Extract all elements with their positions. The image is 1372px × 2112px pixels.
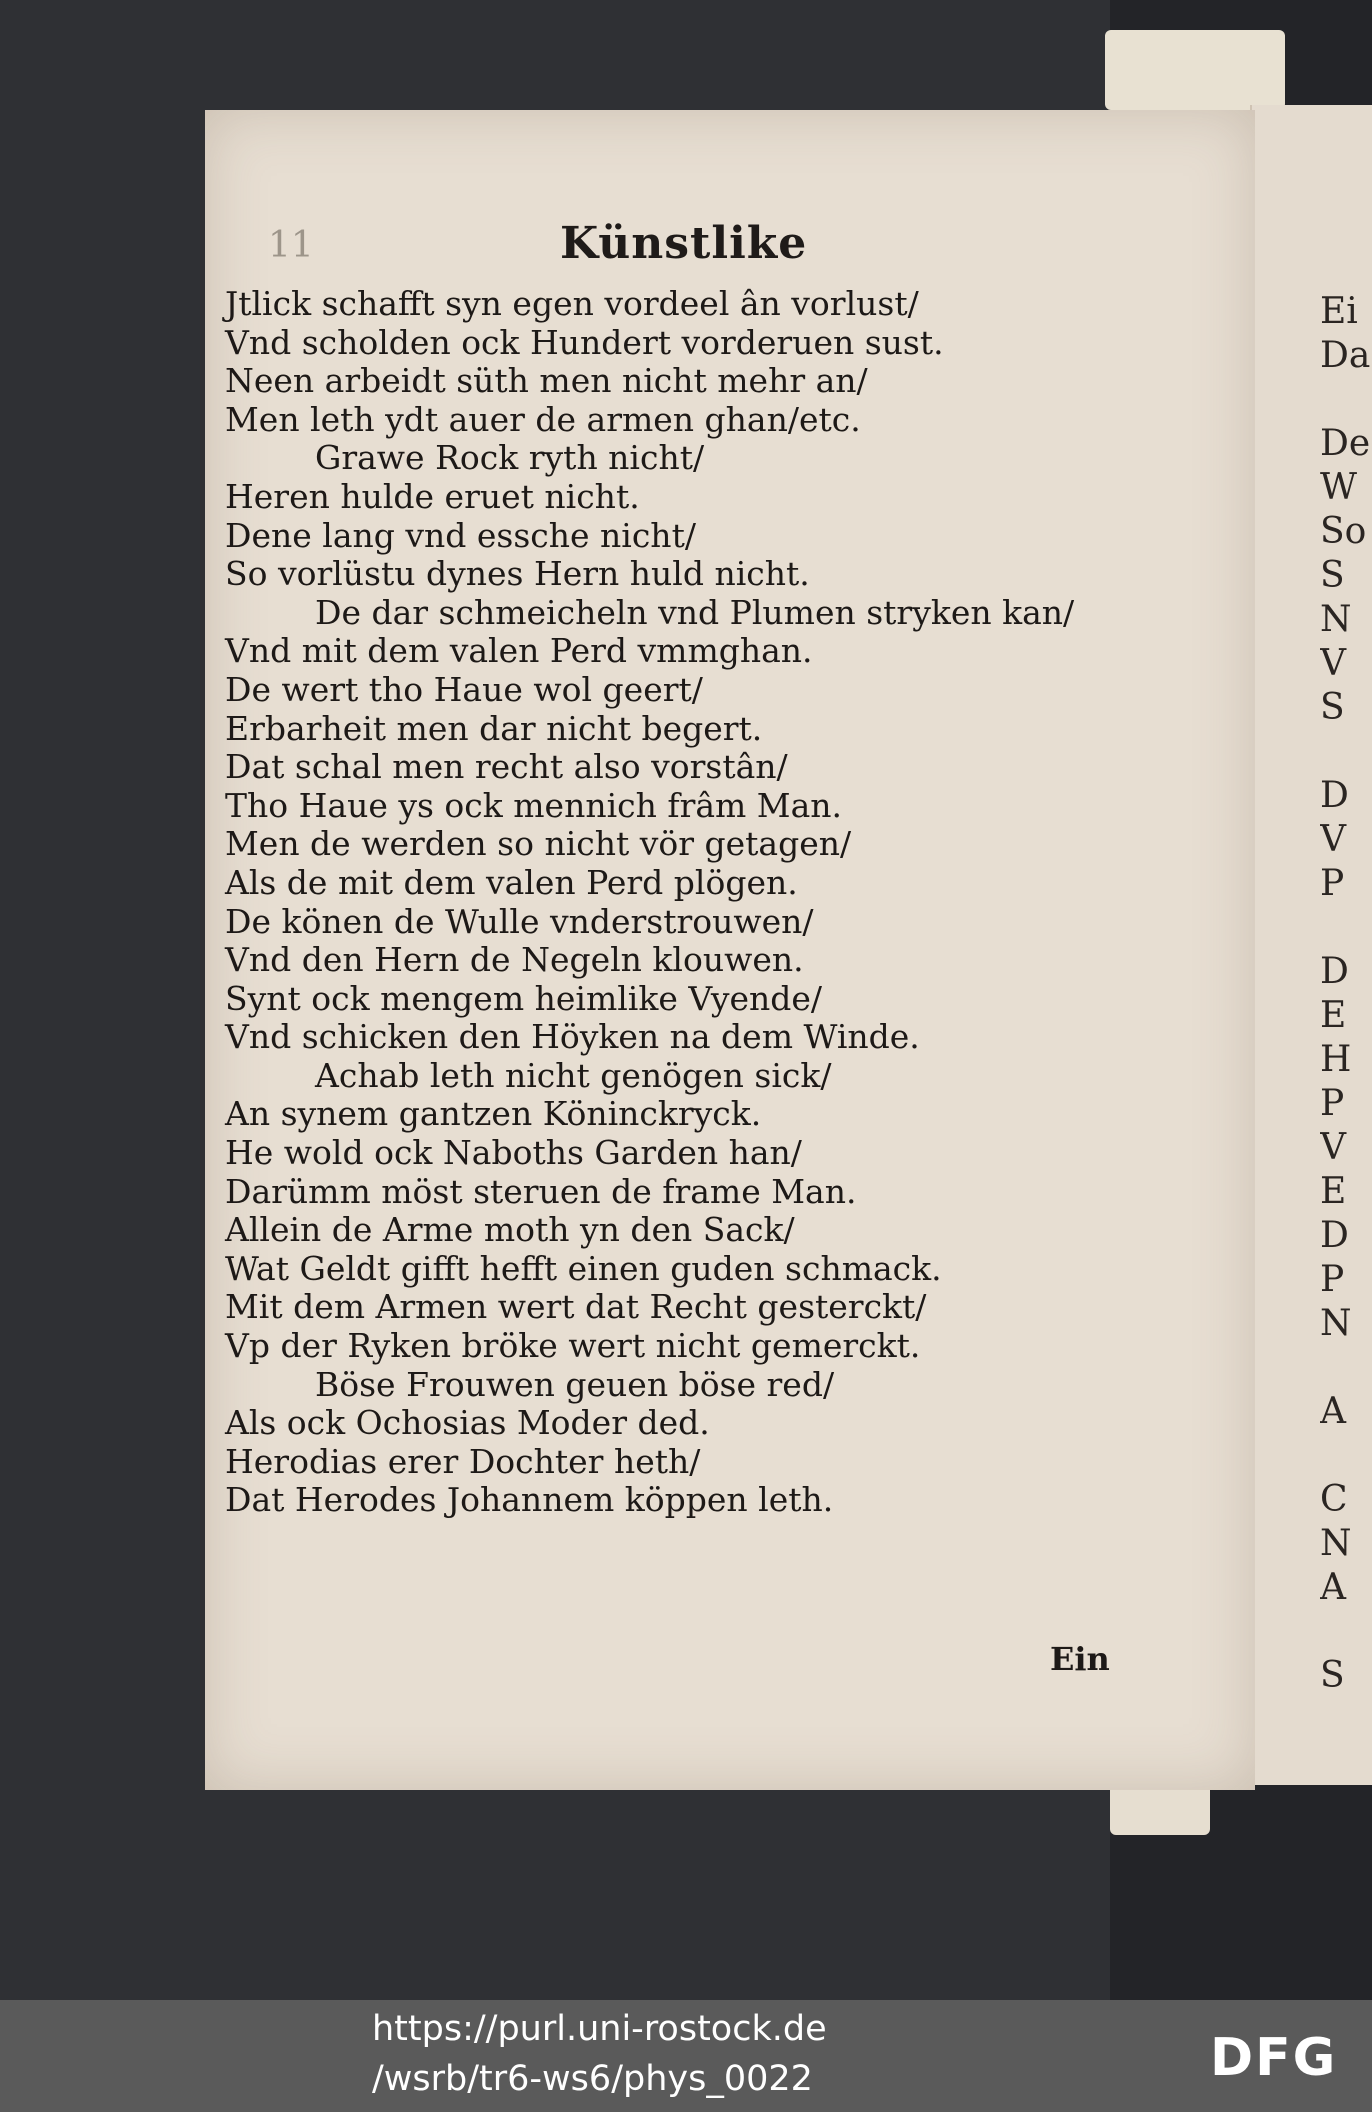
verse-line: Dene lang vnd essche nicht/	[225, 515, 696, 555]
facing-page-letter: D	[1320, 775, 1349, 816]
facing-page-letter: S	[1320, 555, 1345, 596]
verse-text	[225, 285, 1175, 1520]
verse-line: De dar schmeicheln vnd Plumen stryken kan/	[315, 592, 1075, 632]
facing-page-letter: V	[1320, 819, 1346, 860]
facing-page-letter: N	[1320, 599, 1352, 640]
verse-line: Tho Haue ys ock mennich frâm Man.	[225, 785, 843, 825]
facing-page-letter: S	[1320, 1655, 1345, 1696]
facing-page-letter: H	[1320, 1039, 1352, 1080]
facing-page-letter: Ei	[1320, 291, 1358, 332]
verse-line: Böse Frouwen geuen böse red/	[315, 1364, 835, 1404]
verse-line: Vnd schicken den Höyken na dem Winde.	[225, 1017, 920, 1057]
footer-url-line-1[interactable]: https://purl.uni-rostock.de	[372, 2009, 827, 2049]
facing-page-letter: V	[1320, 643, 1346, 684]
verse-line: Erbarheit men dar nicht begert.	[225, 708, 763, 748]
facing-page-letter	[1320, 1346, 1372, 1390]
verse-line: An synem gantzen Köninckryck.	[225, 1094, 762, 1134]
verse-line: De wert tho Haue wol geert/	[225, 669, 703, 709]
footer-url[interactable]	[372, 2004, 872, 2104]
verse-line: He wold ock Naboths Garden han/	[225, 1133, 802, 1173]
running-head: Künstlike	[560, 218, 808, 269]
verse-line: Darümm möst steruen de frame Man.	[225, 1171, 857, 1211]
facing-page-letter	[1320, 378, 1372, 422]
dfg-logo: DFG	[1210, 2028, 1338, 2088]
facing-page-letter	[1320, 1434, 1372, 1478]
facing-page-letter: D	[1320, 1215, 1349, 1256]
facing-page-letter: D	[1320, 951, 1349, 992]
facing-page-letters	[1320, 290, 1372, 1698]
verse-line: Herodias erer Dochter heth/	[225, 1441, 701, 1481]
page-edge-top	[1105, 30, 1285, 110]
verse-line: Wat Geldt gifft hefft einen guden schmack.	[225, 1248, 942, 1288]
facing-page-letter: So	[1320, 511, 1367, 552]
facing-page-letter: De	[1320, 423, 1371, 464]
verse-line: Dat Herodes Johannem köppen leth.	[225, 1480, 834, 1520]
verse-line: Vnd scholden ock Hundert vorderuen sust.	[225, 322, 944, 362]
verse-line: Vnd mit dem valen Perd vmmghan.	[225, 631, 813, 671]
facing-page-letter: N	[1320, 1523, 1352, 1564]
verse-line: Neen arbeidt süth men nicht mehr an/	[225, 361, 868, 401]
verse-line: Achab leth nicht genögen sick/	[315, 1055, 832, 1095]
verse-line: Dat schal men recht also vorstân/	[225, 747, 788, 787]
facing-page-letter: Da	[1320, 335, 1371, 376]
facing-page-letter	[1320, 1610, 1372, 1654]
verse-line: Men leth ydt auer de armen ghan/etc.	[225, 399, 861, 439]
facing-page-letter: S	[1320, 687, 1345, 728]
facing-page-letter: E	[1320, 1171, 1347, 1212]
verse-line: Allein de Arme moth yn den Sack/	[225, 1210, 795, 1250]
verse-line: Vnd den Hern de Negeln klouwen.	[225, 940, 804, 980]
verse-line: Mit dem Armen wert dat Recht gesterckt/	[225, 1287, 927, 1327]
facing-page-letter: N	[1320, 1303, 1352, 1344]
verse-line: Grawe Rock ryth nicht/	[315, 438, 705, 478]
facing-page-letter: A	[1320, 1391, 1346, 1432]
facing-page-letter: W	[1320, 467, 1358, 508]
verse-line: Jtlick schafft syn egen vordeel ân vorlust/	[225, 284, 919, 323]
facing-page-letter: C	[1320, 1479, 1348, 1520]
catchword: Ein	[1050, 1640, 1110, 1678]
verse-line: Heren hulde eruet nicht.	[225, 476, 640, 516]
facing-page-letter: P	[1320, 1083, 1345, 1124]
facing-page-letter: P	[1320, 863, 1345, 904]
verse-line: Als de mit dem valen Perd plögen.	[225, 862, 798, 902]
facing-page-letter: V	[1320, 1127, 1346, 1168]
footer-url-line-2[interactable]: /wsrb/tr6-ws6/phys_0022	[372, 2059, 813, 2099]
verse-line: So vorlüstu dynes Hern huld nicht.	[225, 554, 810, 594]
verse-line: De könen de Wulle vnderstrouwen/	[225, 901, 814, 941]
verse-line: Men de werden so nicht vör getagen/	[225, 824, 852, 864]
facing-page-letter: P	[1320, 1259, 1345, 1300]
facing-page-letter	[1320, 906, 1372, 950]
page-number: 11	[268, 225, 314, 266]
facing-page-letter	[1320, 730, 1372, 774]
facing-page-letter: E	[1320, 995, 1347, 1036]
verse-line: Synt ock mengem heimlike Vyende/	[225, 978, 823, 1018]
facing-page-letter: A	[1320, 1567, 1346, 1608]
verse-line: Vp der Ryken bröke wert nicht gemerckt.	[225, 1326, 921, 1366]
verse-line: Als ock Ochosias Moder ded.	[225, 1403, 710, 1443]
